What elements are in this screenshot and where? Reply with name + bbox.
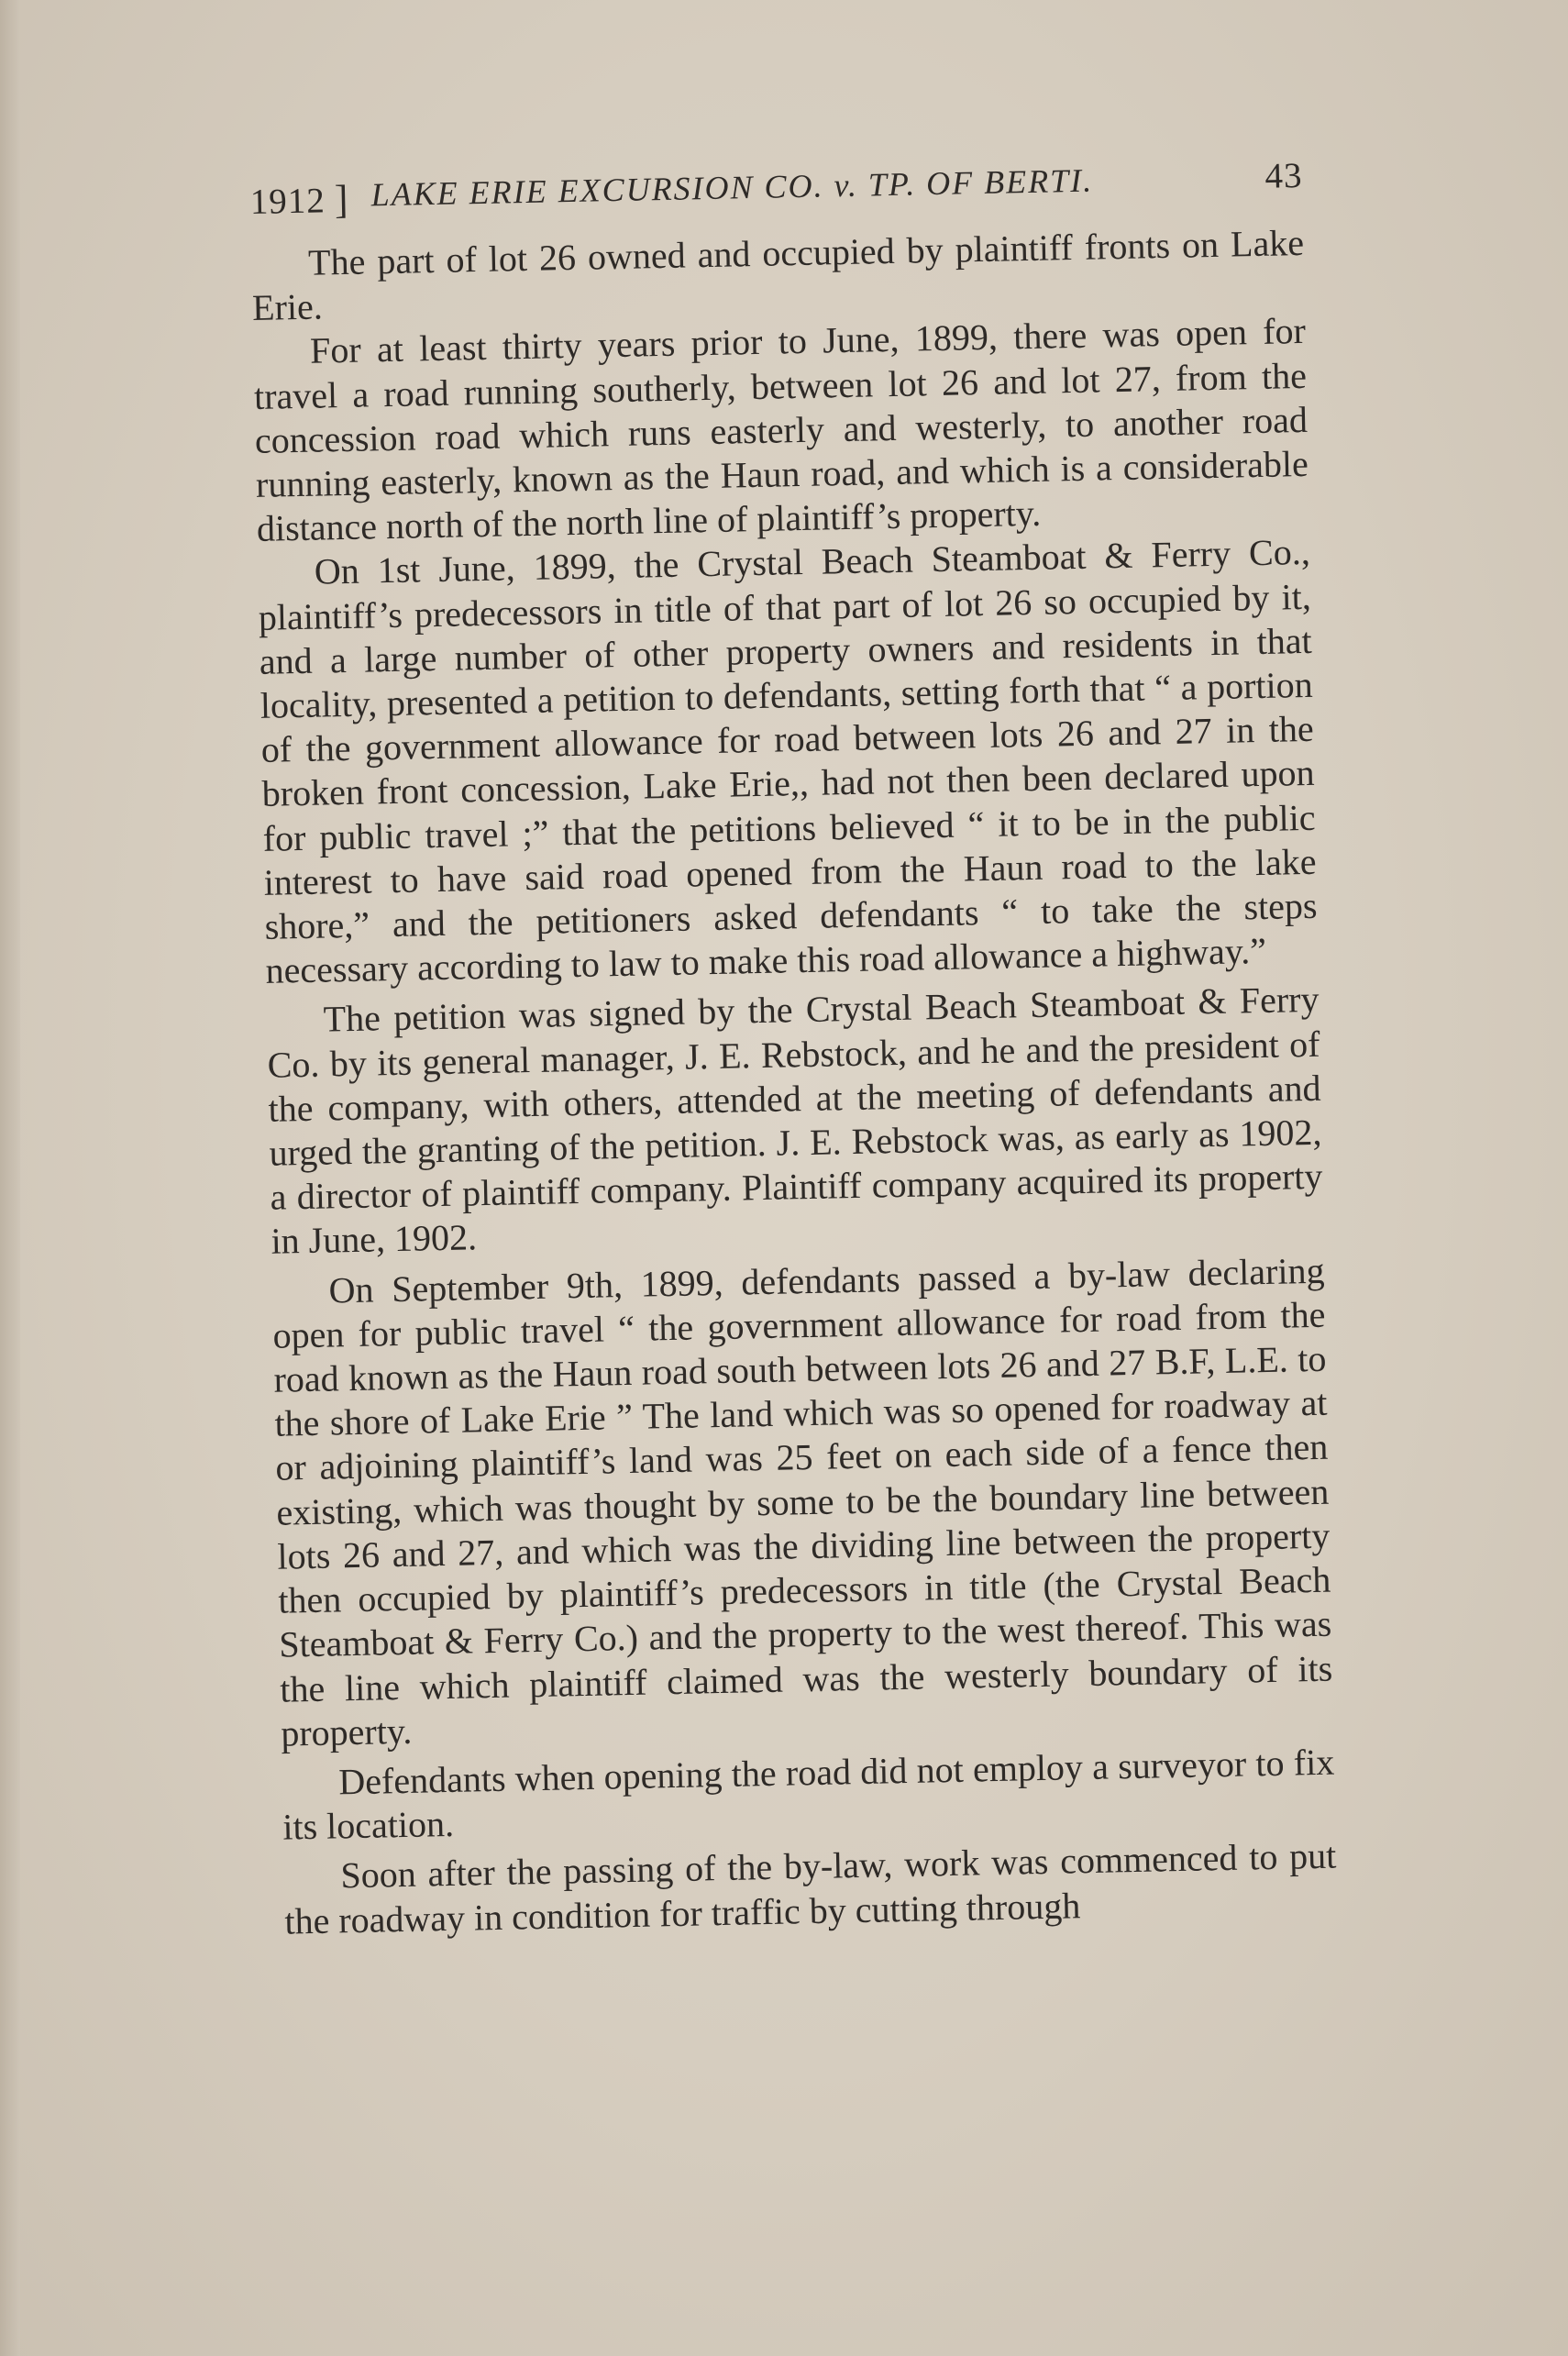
paragraph: On 1st June, 1899, the Crystal Beach Steamboat & Ferry Co., plaintiff’s predecessors in title of that part of lot 26 so occupied by it, and a large number of other property owners and residents in that locality, presented a petition to defendants, setting forth that “ a portion of the government allowance for road between lots 26 and 27 in the broken front concession, Lake Erie,, had not then been declared upon for public travel ;” that the petitions believed “ it to be in the public interest to have said road opened from the Haun road to the lake shore,” and the petitioners asked defendants “ to take the steps necessary according to law to make this road allowance a highway.” [258,531,1318,992]
page-number: 43 [1264,155,1303,196]
header-case-title: LAKE ERIE EXCURSION CO. v. TP. OF BERTI. [370,161,1094,214]
page-content [249,144,1338,1943]
header-year: 1912 [249,181,326,222]
paragraph: Defendants when opening the road did not employ a surveyor to fix its location. [282,1741,1335,1848]
paragraph: On September 9th, 1899, defendants passed a by-law declaring open for public travel “ the government allowance for road from the road known as the Haun road south between lots 26 and 27 B.F, L.E. to the shore of Lake Erie ” The land which was so opened for roadway at or adjoining plaintiff’s land was 25 feet on each side of a fence then existing, which was thought by some to be the boundary line between lots 26 and 27, and which was the dividing line between the property then occupied by plaintiff’s predecessors in title (the Crystal Beach Steamboat & Ferry Co.) and the property to the west thereof. This was the line which plaintiff claimed was the westerly boundary of its property. [272,1249,1333,1754]
header-bracket: ] [334,176,349,223]
paragraph: For at least thirty years prior to June, 1899, there was open for travel a road running southerly, between lot 26 and lot 27, from the concession road which runs easterly and westerly, to another road running easterly, known as the Haun road, and which is a considerable distance north of the north line of plaintiff’s property. [253,310,1309,550]
paragraph: The part of lot 26 owned and occupied by plaintiff fronts on Lake Erie. [251,221,1305,329]
running-header [249,144,1303,229]
page-binding-edge [0,0,20,2356]
paragraph: The petition was signed by the Crystal Beach Steamboat & Ferry Co. by its general manager, J. E. Rebstock, and he and the president of the company, with others, attended at the meeting of defendants and urged the granting of the petition. J. E. Rebstock was, as early as 1902, a director of plaintiff company. Plaintiff company acquired its property in June, 1902. [267,979,1323,1263]
paragraph: Soon after the passing of the by-law, work was commenced to put the roadway in condition for traffic by cutting through [283,1834,1337,1942]
body-text [251,221,1338,1943]
